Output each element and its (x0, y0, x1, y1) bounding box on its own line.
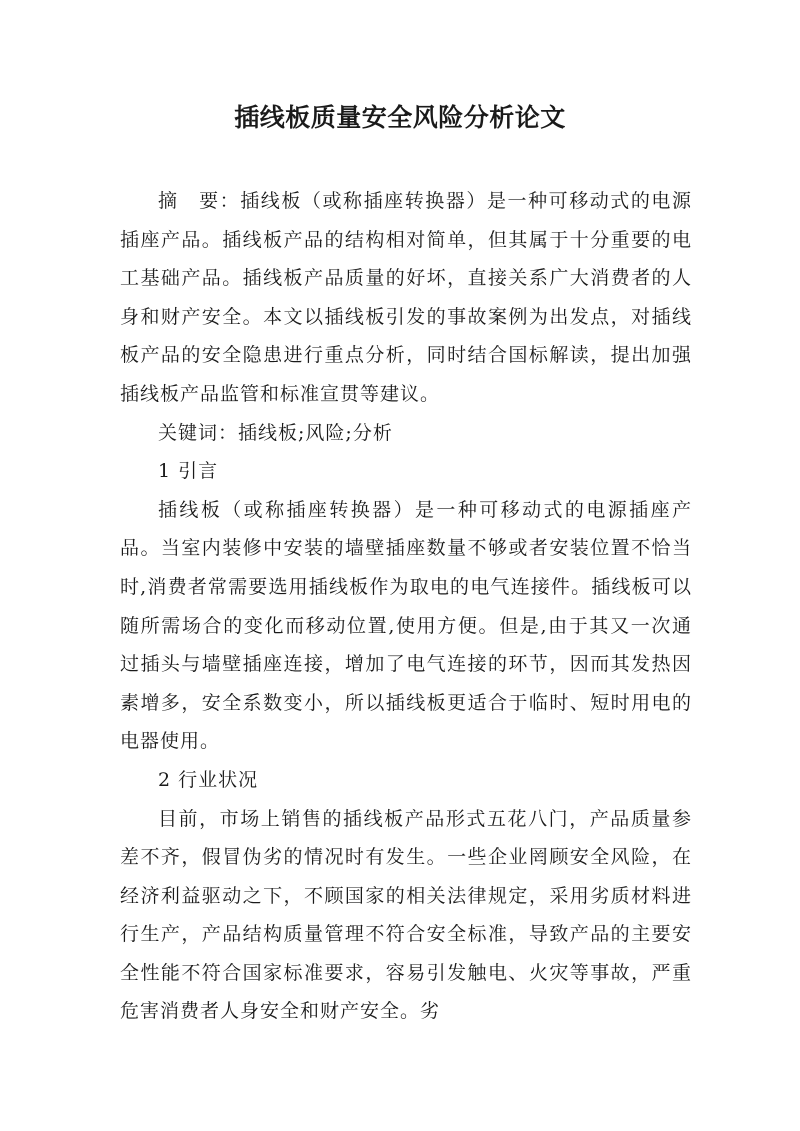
document-title: 插线板质量安全风险分析论文 (234, 103, 566, 132)
abstract-text: 插线板（或称插座转换器）是一种可移动式的电源插座产品。插线板产品的结构相对简单，但其属于十分重要的电工基础产品。插线板产品质量的好坏，直接关系广大消费者的人身和财产安全。本文以插线板引发的事故案例为出发点，对插线板产品的安全隐患进行重点分析，同时结合国标解读，提出加强插线板产品监管和标准宣贯等建议。 (120, 190, 692, 405)
section-heading-industry-status: 2 行业状况 (158, 768, 259, 791)
section-body-industry-status: 目前，市场上销售的插线板产品形式五花八门，产品质量参差不齐，假冒伪劣的情况时有发生。一些企业罔顾安全风险，在经济利益驱动之下，不顾国家的相关法律规定，采用劣质材料进行生产，产品结构质量管理不符合安全标准，导致产品的主要安全性能不符合国家标准要求，容易引发触电、火灾等事故，严重危害消费者人身安全和财产安全。劣 (120, 807, 692, 1023)
keywords-text: 插线板;风险;分析 (238, 421, 393, 444)
section-body-introduction: 插线板（或称插座转换器）是一种可移动式的电源插座产品。当室内装修中安装的墙壁插座数量不够或者安装位置不恰当时,消费者常需要选用插线板作为取电的电气连接件。插线板可以随所需场合的变化而移动位置,使用方便。但是,由于其又一次通过插头与墙壁插座连接，增加了电气连接的环节，因而其发热因素增多，安全系数变小，所以插线板更适合于临时、短时用电的电器使用。 (120, 498, 692, 753)
document-body (120, 182, 692, 1031)
abstract-label: 摘 要： (158, 190, 241, 212)
section-heading-introduction: 1 引言 (158, 460, 219, 483)
abstract-paragraph (120, 182, 692, 414)
keywords-paragraph (120, 414, 692, 453)
keywords-label: 关键词： (158, 421, 239, 444)
